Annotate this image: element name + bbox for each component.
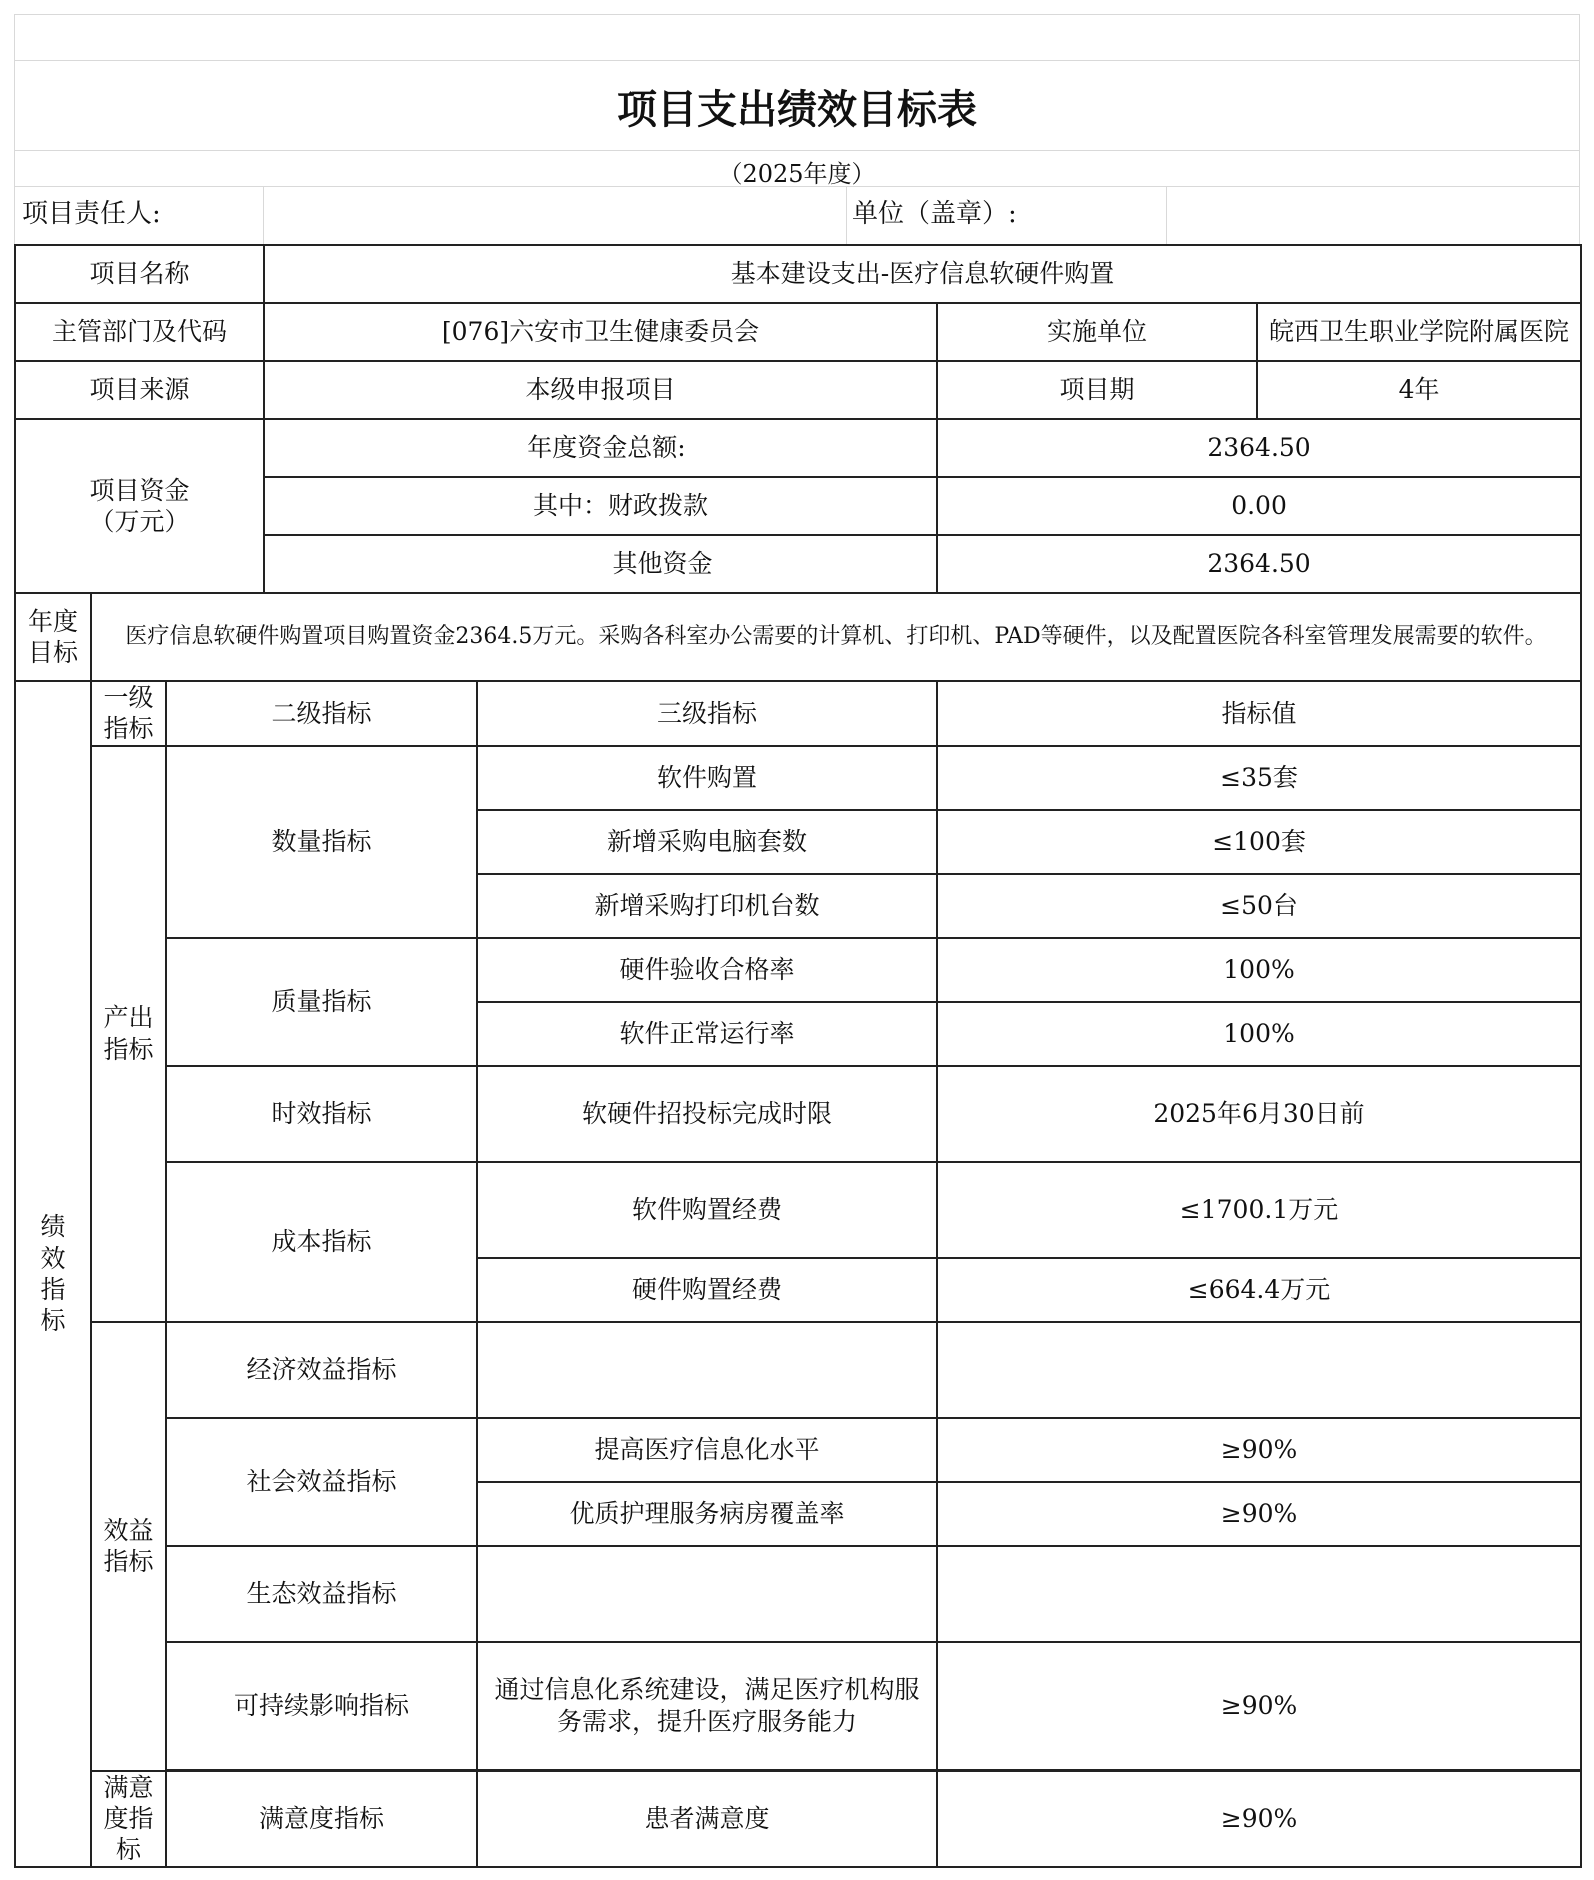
social-benefit-label: 社会效益指标 xyxy=(166,1418,477,1546)
indicator-value: 100% xyxy=(937,1002,1581,1066)
dept-value: [076]六安市卫生健康委员会 xyxy=(264,303,937,361)
other-funds-label: 其他资金 xyxy=(264,535,937,593)
indicator-name: 优质护理服务病房覆盖率 xyxy=(477,1482,937,1546)
table-row xyxy=(15,1418,1581,1482)
quality-indicators-label: 质量指标 xyxy=(166,938,477,1066)
timeliness-indicators-label: 时效指标 xyxy=(166,1066,477,1162)
table-row xyxy=(15,1162,1581,1258)
indicator-value xyxy=(937,1546,1581,1642)
indicator-value xyxy=(937,1322,1581,1418)
indicator-name: 硬件购置经费 xyxy=(477,1258,937,1322)
indicator-value: ≤100套 xyxy=(937,810,1581,874)
indicator-value: 100% xyxy=(937,938,1581,1002)
satisfaction-indicators-label: 满意度指标 xyxy=(91,1771,166,1867)
indicator-value: ≤1700.1万元 xyxy=(937,1162,1581,1258)
col-value-header: 指标值 xyxy=(937,681,1581,746)
page-title: 项目支出绩效目标表 xyxy=(617,86,977,133)
performance-target-sheet xyxy=(14,14,1580,1866)
row-annual-goal xyxy=(15,593,1581,681)
source-value: 本级申报项目 xyxy=(264,361,937,419)
indicator-value: ≤50台 xyxy=(937,874,1581,938)
performance-indicators-label: 绩效指标 xyxy=(15,681,91,1867)
row-project-name xyxy=(15,245,1581,303)
table-row xyxy=(15,1642,1581,1770)
table-row xyxy=(15,1546,1581,1642)
row-total-funds xyxy=(15,419,1581,477)
impl-value: 皖西卫生职业学院附属医院 xyxy=(1257,303,1581,361)
indicator-name: 软件购置 xyxy=(477,746,937,810)
table-row xyxy=(15,1066,1581,1162)
fiscal-funds-value: 0.00 xyxy=(937,477,1581,535)
year-label: （2025年度） xyxy=(718,160,876,188)
unit-seal-label: 单位（盖章）: xyxy=(852,199,1017,229)
period-label: 项目期 xyxy=(937,361,1257,419)
indicator-value: ≤35套 xyxy=(937,746,1581,810)
impl-label: 实施单位 xyxy=(937,303,1257,361)
dept-label: 主管部门及代码 xyxy=(15,303,264,361)
indicator-name: 患者满意度 xyxy=(477,1771,937,1867)
target-table xyxy=(14,244,1582,1868)
project-name-label: 项目名称 xyxy=(15,245,264,303)
project-name-value: 基本建设支出-医疗信息软硬件购置 xyxy=(264,245,1581,303)
table-row xyxy=(15,1322,1581,1418)
satisfaction-sub-label: 满意度指标 xyxy=(166,1771,477,1867)
responsible-label: 项目责任人: xyxy=(22,199,161,229)
indicator-name: 新增采购电脑套数 xyxy=(477,810,937,874)
indicator-name: 提高医疗信息化水平 xyxy=(477,1418,937,1482)
row-department xyxy=(15,303,1581,361)
source-label: 项目来源 xyxy=(15,361,264,419)
col-level1-header: 一级指标 xyxy=(91,681,166,746)
ecological-benefit-label: 生态效益指标 xyxy=(166,1546,477,1642)
row-source xyxy=(15,361,1581,419)
indicator-name: 新增采购打印机台数 xyxy=(477,874,937,938)
table-row xyxy=(15,938,1581,1002)
indicator-value: ≥90% xyxy=(937,1642,1581,1770)
indicator-value: ≥90% xyxy=(937,1482,1581,1546)
total-funds-label: 年度资金总额: xyxy=(264,419,937,477)
col-level2-header: 二级指标 xyxy=(166,681,477,746)
annual-goal-label: 年度目标 xyxy=(15,593,91,681)
total-funds-value: 2364.50 xyxy=(937,419,1581,477)
indicator-name xyxy=(477,1322,937,1418)
funds-label: 项目资金 （万元） xyxy=(15,419,264,593)
fiscal-funds-label: 其中：财政拨款 xyxy=(264,477,937,535)
annual-goal-text: 医疗信息软硬件购置项目购置资金2364.5万元。采购各科室办公需要的计算机、打印机、PAD等硬件，以及配置医院各科室管理发展需要的软件。 xyxy=(91,593,1581,681)
indicator-header-row xyxy=(15,681,1581,746)
indicator-name: 软硬件招投标完成时限 xyxy=(477,1066,937,1162)
other-funds-value: 2364.50 xyxy=(937,535,1581,593)
indicator-value: 2025年6月30日前 xyxy=(937,1066,1581,1162)
table-row xyxy=(15,746,1581,810)
sustainability-label: 可持续影响指标 xyxy=(166,1642,477,1770)
quantity-indicators-label: 数量指标 xyxy=(166,746,477,938)
output-indicators-label: 产出指标 xyxy=(91,746,166,1322)
indicator-name: 硬件验收合格率 xyxy=(477,938,937,1002)
cost-indicators-label: 成本指标 xyxy=(166,1162,477,1322)
table-row xyxy=(15,1771,1581,1867)
indicator-name: 软件购置经费 xyxy=(477,1162,937,1258)
indicator-value: ≥90% xyxy=(937,1771,1581,1867)
indicator-value: ≥90% xyxy=(937,1418,1581,1482)
benefit-indicators-label: 效益指标 xyxy=(91,1322,166,1771)
indicator-name xyxy=(477,1546,937,1642)
economic-benefit-label: 经济效益指标 xyxy=(166,1322,477,1418)
indicator-value: ≤664.4万元 xyxy=(937,1258,1581,1322)
indicator-name: 软件正常运行率 xyxy=(477,1002,937,1066)
period-value: 4年 xyxy=(1257,361,1581,419)
col-level3-header: 三级指标 xyxy=(477,681,937,746)
indicator-name: 通过信息化系统建设，满足医疗机构服务需求，提升医疗服务能力 xyxy=(477,1642,937,1770)
